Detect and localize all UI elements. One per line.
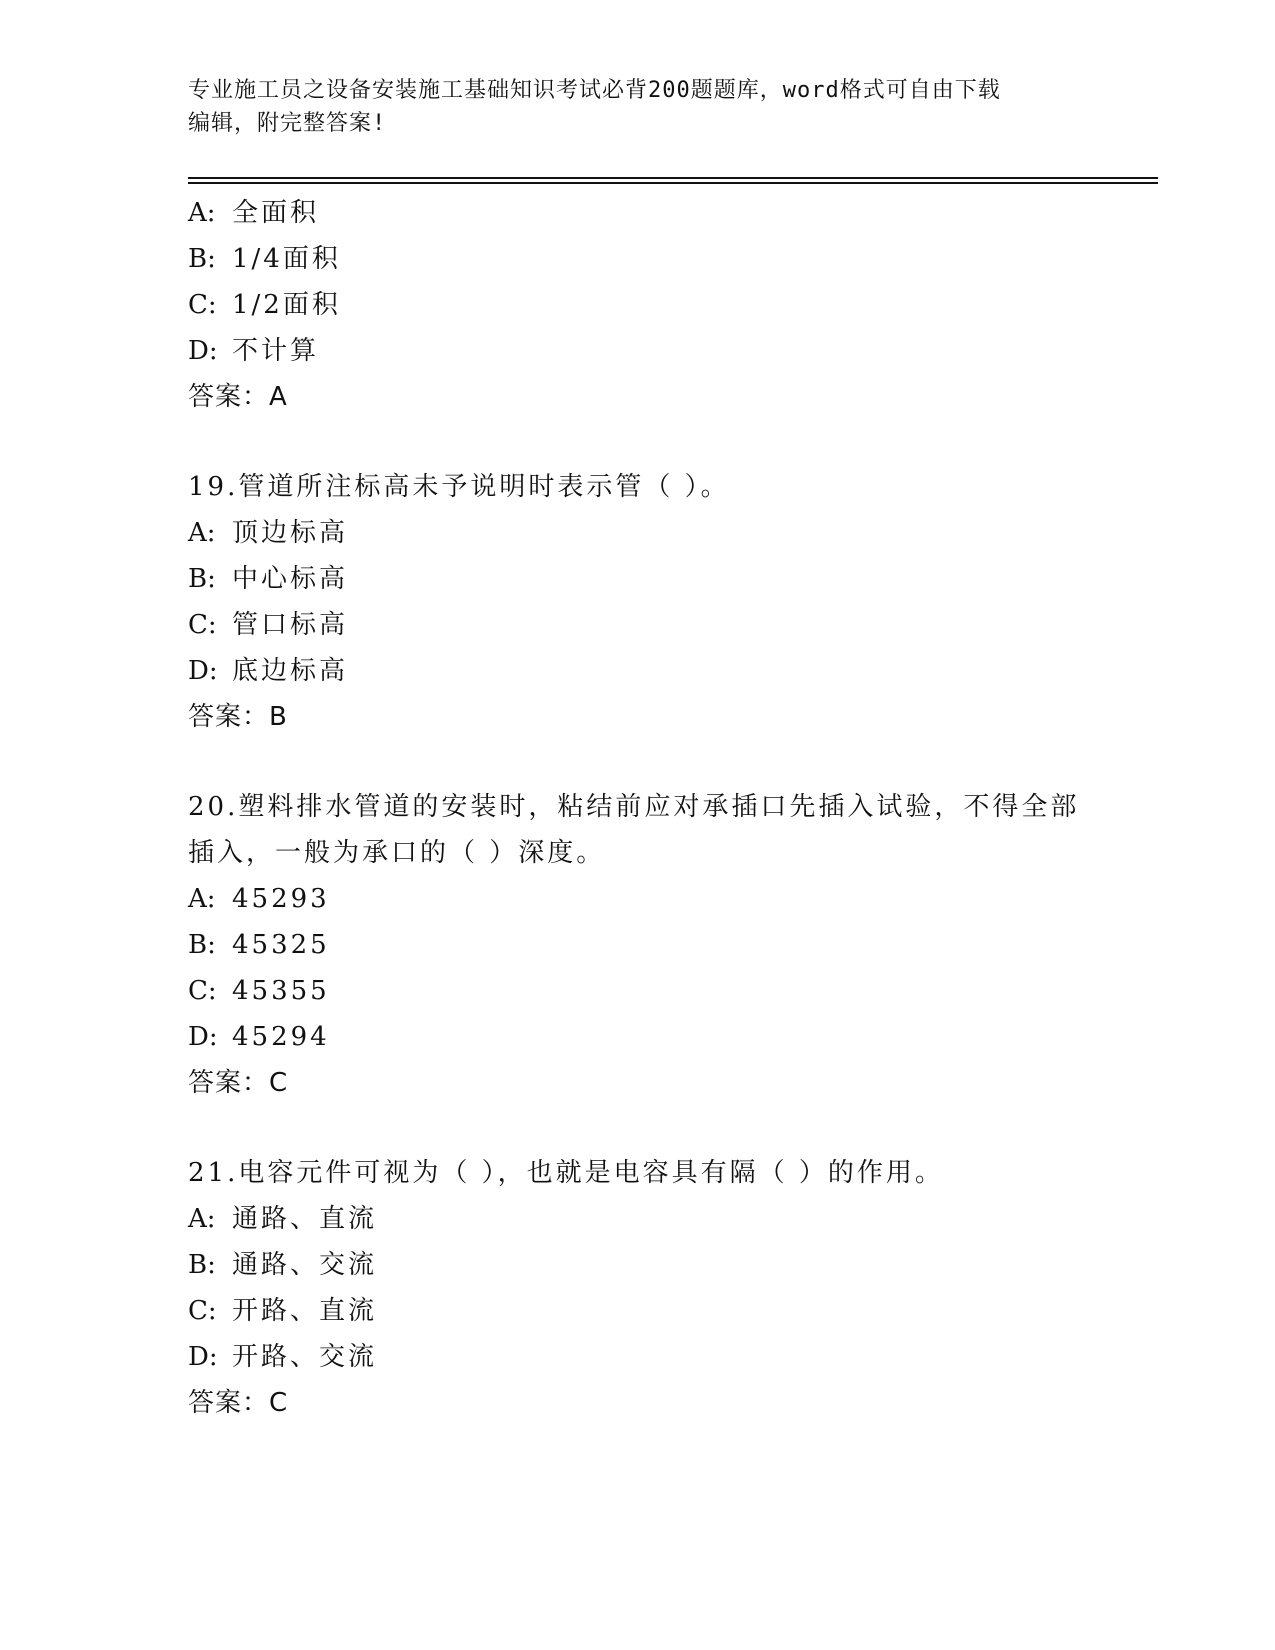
question-text: 19.管道所注标高未予说明时表示管（ ）。 [188, 472, 730, 502]
question-text: 20.塑料排水管道的安装时，粘结前应对承插口先插入试验，不得全部 插入，一般为承口的（ ）深度。 [188, 792, 1080, 868]
option-b: B: 中心标高 [188, 564, 349, 594]
question-list [188, 190, 1118, 1426]
document-header [188, 74, 1088, 140]
option-d: D: 不计算 [188, 336, 320, 366]
option-c: C: 1/2面积 [188, 290, 341, 320]
header-divider-bottom [188, 182, 1158, 184]
header-line-1: 专业施工员之设备安装施工基础知识考试必背200题题库，word格式可自由下载 [188, 78, 1001, 103]
option-c: C: 开路、直流 [188, 1296, 378, 1326]
option-d: D: 开路、交流 [188, 1342, 378, 1372]
question-21 [188, 1150, 1118, 1426]
option-d: D: 底边标高 [188, 656, 349, 686]
answer-line: 答案：C [188, 1388, 289, 1418]
answer-line: 答案：C [188, 1068, 289, 1098]
option-a: A: 通路、直流 [188, 1204, 378, 1234]
option-a: A: 顶边标高 [188, 518, 349, 548]
option-b: B: 通路、交流 [188, 1250, 378, 1280]
question-20 [188, 784, 1118, 1106]
option-a: A: 全面积 [188, 198, 320, 228]
question-18 [188, 190, 1118, 420]
header-line-2: 编辑，附完整答案! [188, 111, 387, 136]
answer-line: 答案：B [188, 702, 288, 732]
answer-line: 答案：A [188, 382, 288, 412]
option-b: B: 45325 [188, 930, 330, 960]
option-d: D: 45294 [188, 1022, 330, 1052]
header-divider-top [188, 177, 1158, 179]
option-c: C: 管口标高 [188, 610, 349, 640]
option-c: C: 45355 [188, 976, 330, 1006]
option-b: B: 1/4面积 [188, 244, 341, 274]
option-a: A: 45293 [188, 884, 330, 914]
question-19 [188, 464, 1118, 740]
question-text: 21.电容元件可视为（ ），也就是电容具有隔（ ）的作用。 [188, 1158, 944, 1188]
